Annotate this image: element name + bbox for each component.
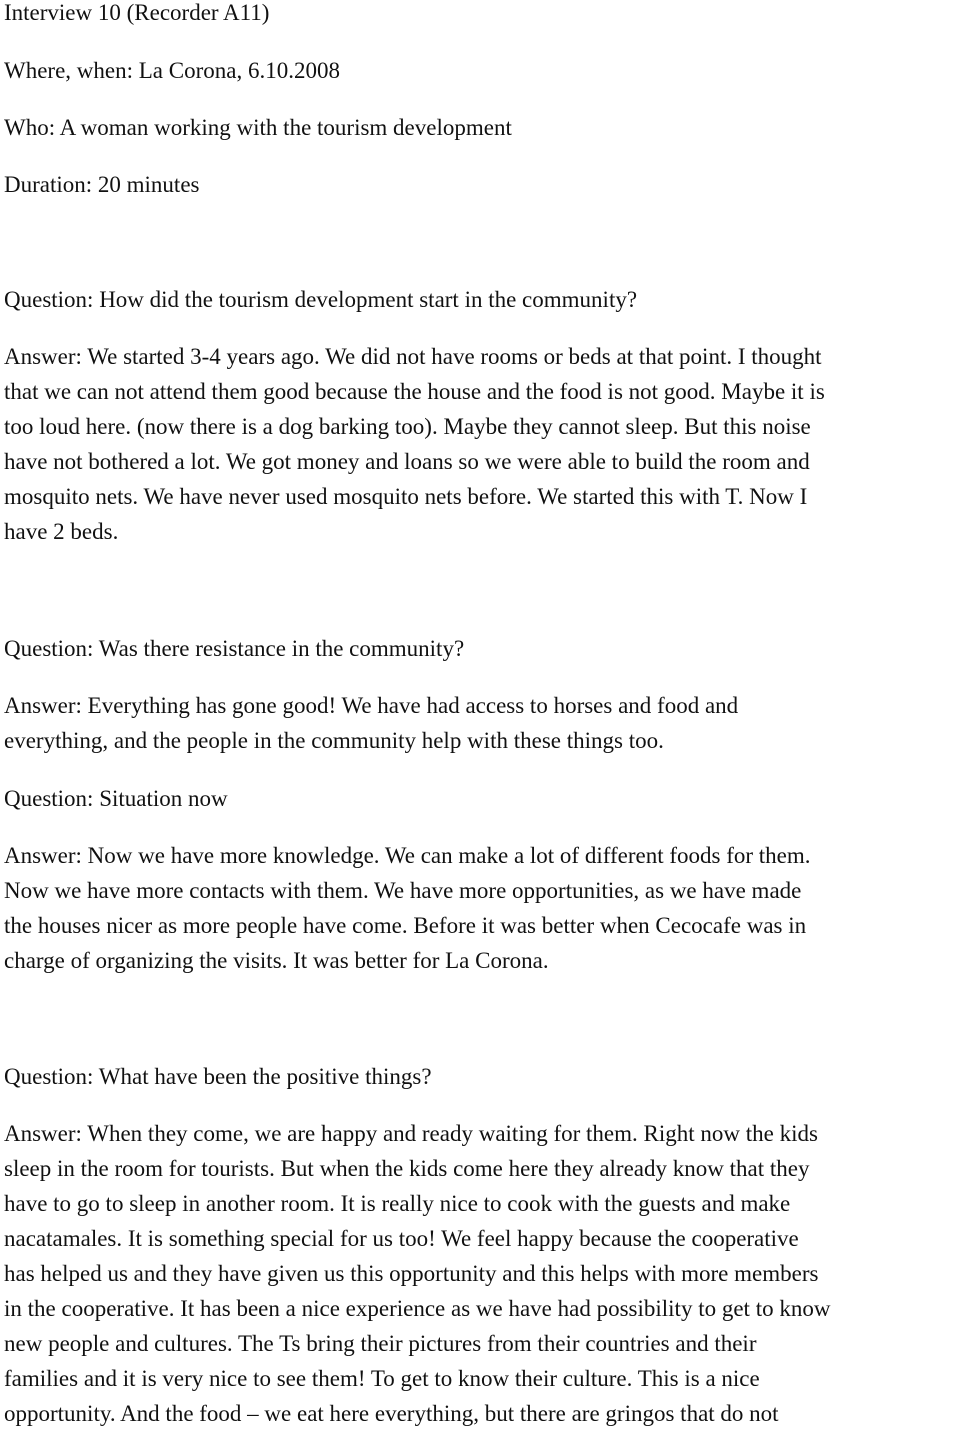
answer-4-line: in the cooperative. It has been a nice experience as we have had possibility to get to know — [4, 1296, 831, 1321]
answer-1-line: that we can not attend them good because the house and the food is not good. Maybe it is — [4, 379, 825, 404]
answer-1-line: Answer: We started 3-4 years ago. We did not have rooms or beds at that point. I thought — [4, 344, 822, 369]
answer-3-line: the houses nicer as more people have come. Before it was better when Cecocafe was in — [4, 913, 807, 938]
answer-3-line: Answer: Now we have more knowledge. We can make a lot of different foods for them. — [4, 843, 811, 868]
answer-4-line: Answer: When they come, we are happy and ready waiting for them. Right now the kids — [4, 1121, 818, 1146]
answer-3-line: charge of organizing the visits. It was better for La Corona. — [4, 948, 549, 973]
answer-4-line: families and it is very nice to see them! To get to know their culture. This is a nice — [4, 1366, 760, 1391]
answer-3 — [4, 838, 811, 978]
answer-4-line: nacatamales. It is something special for us too! We feel happy because the cooperative — [4, 1226, 799, 1251]
answer-4-line: opportunity. And the food – we eat here everything, but there are gringos that do not — [4, 1401, 779, 1426]
answer-3-line: Now we have more contacts with them. We have more opportunities, as we have made — [4, 878, 802, 903]
question-1: Question: How did the tourism development start in the community? — [4, 287, 638, 312]
answer-1 — [4, 339, 825, 549]
answer-1-line: have not bothered a lot. We got money and loans so we were able to build the room and — [4, 449, 810, 474]
where-when-line: Where, when: La Corona, 6.10.2008 — [4, 58, 340, 83]
question-4: Question: What have been the positive things? — [4, 1064, 432, 1089]
answer-1-line: mosquito nets. We have never used mosquito nets before. We started this with T. Now I — [4, 484, 808, 509]
answer-4-line: have to go to sleep in another room. It is really nice to cook with the guests and make — [4, 1191, 791, 1216]
question-2: Question: Was there resistance in the community? — [4, 636, 465, 661]
answer-4 — [4, 1116, 830, 1431]
answer-2 — [4, 688, 738, 758]
answer-2-line: everything, and the people in the community help with these things too. — [4, 728, 664, 753]
answer-1-line: have 2 beds. — [4, 519, 119, 544]
interview-title: Interview 10 (Recorder A11) — [4, 0, 270, 25]
answer-1-line: too loud here. (now there is a dog barking too). Maybe they cannot sleep. But this noise — [4, 414, 811, 439]
who-line: Who: A woman working with the tourism development — [4, 115, 512, 140]
question-3: Question: Situation now — [4, 786, 228, 811]
answer-4-line: has helped us and they have given us this opportunity and this helps with more members — [4, 1261, 819, 1286]
answer-2-line: Answer: Everything has gone good! We have had access to horses and food and — [4, 693, 739, 718]
answer-4-line: sleep in the room for tourists. But when the kids come here they already know that they — [4, 1156, 810, 1181]
duration-line: Duration: 20 minutes — [4, 172, 200, 197]
answer-4-line: new people and cultures. The Ts bring their pictures from their countries and their — [4, 1331, 757, 1356]
